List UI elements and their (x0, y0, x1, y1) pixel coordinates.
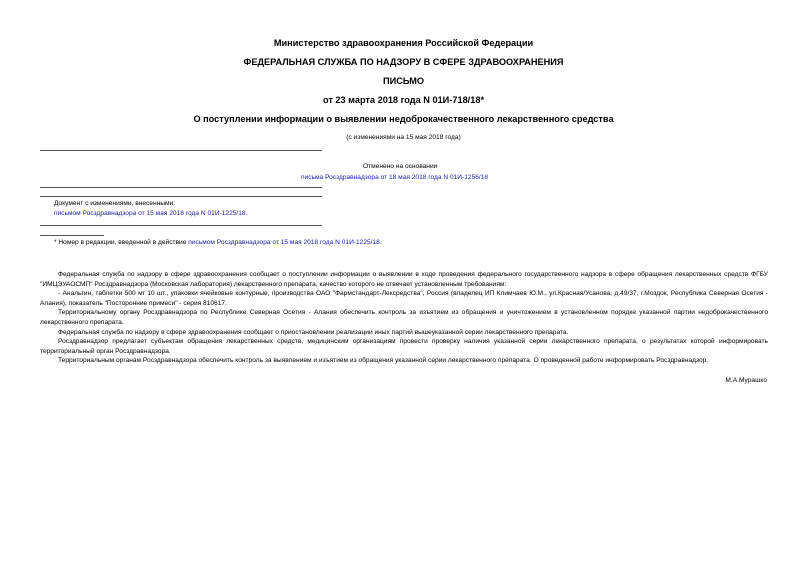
changes-note-link[interactable]: письмом Росздравнадзора от 15 мая 2018 года N 01И-1225/18 (54, 210, 246, 217)
body-paragraph: Территориальному органу Росздравнадзора по Республике Северная Осетия - Алания обеспечить контроль за изъятием из обращения и уничтожением в установленном порядке указанной партии недоброкачественного лекарственного препарата. (40, 309, 768, 326)
footnote-suffix: . (379, 239, 382, 246)
footnote-prefix: * Номер в редакции, введенной в действие (54, 239, 187, 246)
footnote-divider (40, 235, 104, 236)
divider (40, 196, 322, 197)
cancel-note-label: Отменено на основании (363, 163, 438, 170)
document-type: ПИСЬМО (382, 76, 425, 86)
service-title: ФЕДЕРАЛЬНАЯ СЛУЖБА ПО НАДЗОРУ В СФЕРЕ ЗДРАВООХРАНЕНИЯ (243, 57, 564, 67)
ministry-title: Министерство здравоохранения Российской Федерации (273, 38, 534, 48)
body-paragraph: - Анальгин, таблетки 500 мг 10 шт., упаковки ячейковые контурные, производства ОАО "Фармстандарт-Лексредства", Россия (владелец ИП Климчаев Ю.М., ул.Красная/Усанова, д.49/37, г.Моздок, Республика Северная Осетия - Алания), показатель "Посторонние примеси" - серия 810617. (40, 290, 768, 307)
footnote-link[interactable]: письмом Росздравнадзора от 15 мая 2018 года N 01И-1225/18 (188, 239, 380, 246)
footnote (54, 239, 382, 247)
changes-note-label: Документ с изменениями, внесенными: (54, 200, 176, 207)
changes-note-line (54, 210, 247, 218)
divider (40, 187, 322, 188)
revision-note: (с изменениями на 15 мая 2018 года) (346, 134, 461, 141)
letter-body (40, 270, 768, 366)
divider (40, 150, 322, 151)
body-paragraph: Федеральная служба по надзору в сфере здравоохранения сообщает о поступлении информации о выявлении в ходе проведения федерального государственного надзора в сфере обращения лекарственных средств ФГБУ "ИМЦЭУАОСМП" Росздравнадзора (Московская лаборатория) лекарственного препарата, качество которого не отвечает установленным требованиям: (40, 271, 768, 288)
cancel-note-link[interactable]: письма Росздравнадзора от 18 мая 2018 года N 01И-1256/18 (301, 174, 489, 181)
changes-note-suffix: . (245, 210, 248, 217)
divider (40, 225, 322, 226)
body-paragraph: Росздравнадзор предлагает субъектам обращения лекарственных средств, медицинским организациям провести проверку наличия указанной серии лекарственного препарата, о результатах которой информировать территориальный орган Росздравнадзора. (40, 338, 768, 355)
signature: М.А.Мурашко (725, 377, 767, 384)
body-paragraph: Территориальным органам Росздравнадзора обеспечить контроль за выявлением и изъятием из обращения указанной серии лекарственного препарата. О проведенной работе информировать Росздравнадзор. (58, 357, 709, 365)
body-paragraph: Федеральная служба по надзору в сфере здравоохранения сообщает о приостановлении реализации иных партий вышеуказанной серии лекарственного препарата. (58, 328, 569, 336)
document-subject: О поступлении информации о выявлении недоброкачественного лекарственного средства (193, 114, 614, 124)
document-date-number: от 23 марта 2018 года N 01И-718/18* (322, 95, 485, 105)
